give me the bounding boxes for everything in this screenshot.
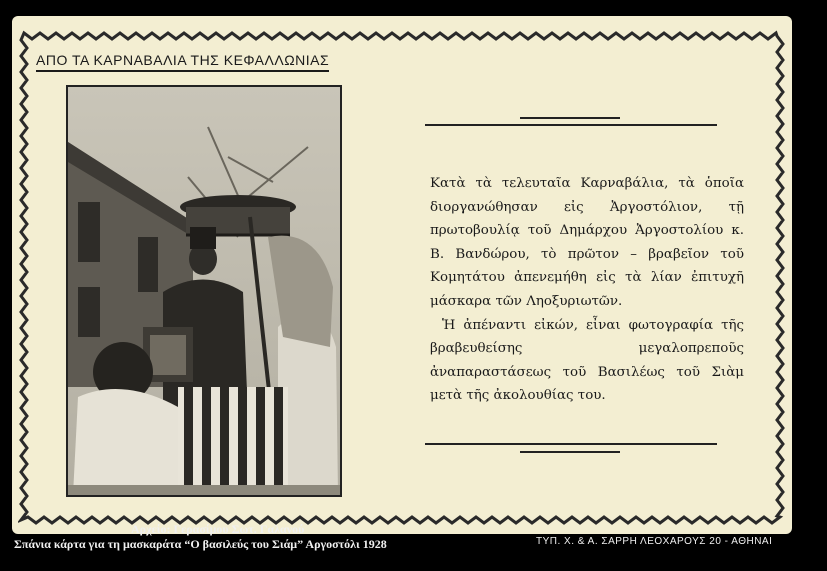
top-rule-long: [425, 124, 717, 126]
card-heading: ΑΠΟ ΤΑ ΚΑΡΝΑΒΑΛΙΑ ΤΗΣ ΚΕΦΑΛΛΩΝΙΑΣ: [36, 52, 329, 72]
paragraph-1: Κατὰ τὰ τελευταῖα Καρναβάλια, τὰ ὁποῖα διοργανώθησαν εἰς Ἀργοστόλιον, τῇ πρωτοβουλίᾳ τοῦ Δημάρχου Ἀργοστολίου κ. Β. Βανδώρου, τὸ πρῶτον – βραβεῖον τοῦ Κομητάτου ἀπενεμήθη εἰς τὰ λίαν ἐπιτυχῆ μάσκαρα τῶν Ληοξυριωτῶν.: [430, 176, 744, 309]
bottom-rule-long: [425, 443, 717, 445]
printer-line: ΤΥΠ. Χ. & Α. ΣΑΡΡΗ ΛΕΟΧΑΡΟΥΣ 20 - ΑΘΗΝΑΙ: [536, 536, 773, 547]
carnival-photo: [66, 85, 342, 497]
bottom-rule-short: [520, 451, 620, 453]
card-text: [430, 172, 744, 408]
archive-caption: Αρχείο: Γερασίμου Σωτ. Γαλανού: [131, 522, 305, 536]
top-rule-short: [520, 117, 620, 119]
paragraph-2: Ἡ ἀπέναντι εἰκών, εἶναι φωτογραφία τῆς βραβευθείσης μεγαλοπρεποῦς ἀναπαραστάσεως τοῦ Βασιλέως τοῦ Σιὰμ μετὰ τῆς ἀκολουθίας του.: [430, 317, 744, 404]
description-caption: Σπάνια κάρτα για τη μασκαράτα “Ο βασιλεύς του Σιάμ” Αργοστόλι 1928: [14, 537, 387, 551]
